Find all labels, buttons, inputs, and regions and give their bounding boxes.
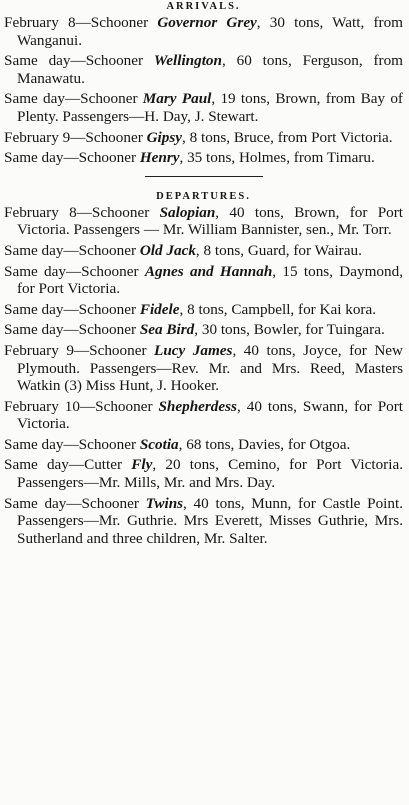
arrival-entry — [4, 14, 403, 49]
departure-entry — [4, 436, 403, 454]
entry-date-text: Same day—Schooner — [4, 241, 140, 259]
vessel-name: Sea Bird — [139, 321, 195, 339]
entry-detail-text: , 30 tons, Bowler, for Tuingara. — [194, 321, 385, 339]
entry-date-text: Same day—Schooner — [4, 149, 140, 167]
departure-entry — [4, 398, 403, 433]
departure-entry — [4, 242, 403, 260]
entry-date-text: Same day—Cutter — [4, 456, 132, 474]
vessel-name: Old Jack — [139, 241, 196, 259]
arrival-entry — [4, 52, 403, 87]
vessel-name: Shepherdess — [158, 397, 237, 415]
section-divider — [145, 176, 263, 177]
entry-detail-text: , 40 tons, Munn, for Castle Point. Passengers—Mr. Guthrie. Mrs Everett, Misses Guthrie, Mrs. Sutherland and three children, Mr. Salter. — [17, 494, 403, 547]
arrivals-list — [4, 14, 403, 167]
entry-date-text: Same day—Schooner — [4, 90, 143, 108]
departure-entry — [4, 495, 403, 548]
arrival-entry — [4, 90, 403, 125]
entry-detail-text: , 20 tons, Cemino, for Port Victoria. Passengers—Mr. Mills, Mr. and Mrs. Day. — [17, 456, 403, 492]
entry-detail-text: , 68 tons, Davies, for Otgoa. — [178, 435, 351, 453]
entry-detail-text: , 8 tons, Campbell, for Kai kora. — [179, 300, 377, 318]
entry-date-text: Same day—Schooner — [4, 435, 140, 453]
entry-detail-text: , 40 tons, Swann, for Port Victoria. — [17, 397, 404, 433]
departure-entry — [4, 321, 403, 339]
vessel-name: Salopian — [159, 203, 216, 221]
vessel-name: Fly — [131, 456, 153, 474]
entry-detail-text: , 40 tons, Joyce, for New Plymouth. Passengers—Rev. Mr. and Mrs. Reed, Masters Watkin (3) Miss Hunt, J. Hooker. — [17, 341, 403, 395]
entry-date-text: February 9—Schooner — [4, 128, 147, 146]
vessel-name: Twins — [145, 494, 184, 512]
entry-date-text: Same day—Schooner — [4, 494, 146, 512]
entry-date-text: February 10—Schooner — [4, 397, 159, 415]
vessel-name: Mary Paul — [142, 90, 212, 108]
entry-date-text: February 8—Schooner — [4, 14, 158, 31]
entry-detail-text: , 8 tons, Bruce, from Port Victoria. — [182, 128, 393, 146]
vessel-name: Wellington — [153, 52, 222, 70]
vessel-name: Fidele — [139, 300, 180, 318]
entry-detail-text: , 15 tons, Daymond, for Port Victoria. — [17, 262, 403, 298]
entry-date-text: February 9—Schooner — [4, 341, 155, 359]
entry-date-text: Same day—Schooner — [4, 300, 140, 318]
vessel-name: Henry — [139, 149, 180, 167]
entry-detail-text: , 60 tons, Ferguson, from Manawatu. — [17, 52, 403, 87]
entry-date-text: February 8—Schooner — [4, 203, 160, 221]
departure-entry — [4, 263, 403, 298]
entry-detail-text: , 8 tons, Guard, for Wairau. — [195, 241, 362, 259]
departure-entry — [4, 301, 403, 319]
arrivals-heading: ARRIVALS. — [166, 1, 241, 12]
entry-detail-text: , 30 tons, Watt, from Wanganui. — [17, 14, 403, 49]
entry-detail-text: , 40 tons, Brown, for Port Victoria. Passengers — Mr. William Bannister, sen., Mr. Torr. — [17, 203, 404, 239]
vessel-name: Lucy James — [154, 341, 233, 359]
departures-heading: DEPARTURES. — [156, 190, 251, 202]
entry-detail-text: , 19 tons, Brown, from Bay of Plenty. Passengers—H. Day, J. Stewart. — [17, 90, 403, 125]
entry-date-text: Same day—Schooner — [4, 262, 145, 280]
vessel-name: Scotia — [139, 435, 179, 453]
entry-detail-text: , 35 tons, Holmes, from Timaru. — [179, 149, 375, 167]
entry-date-text: Same day—Schooner — [4, 52, 154, 70]
departure-entry — [4, 342, 403, 395]
departure-entry — [4, 204, 403, 239]
vessel-name: Agnes and Hannah — [144, 262, 273, 280]
entry-date-text: Same day—Schooner — [4, 321, 140, 339]
arrival-entry — [4, 149, 403, 167]
vessel-name: Governor Grey — [157, 14, 257, 31]
arrival-entry — [4, 129, 403, 147]
departures-list — [4, 204, 403, 548]
vessel-name: Gipsy — [146, 128, 182, 146]
departure-entry — [4, 456, 403, 491]
